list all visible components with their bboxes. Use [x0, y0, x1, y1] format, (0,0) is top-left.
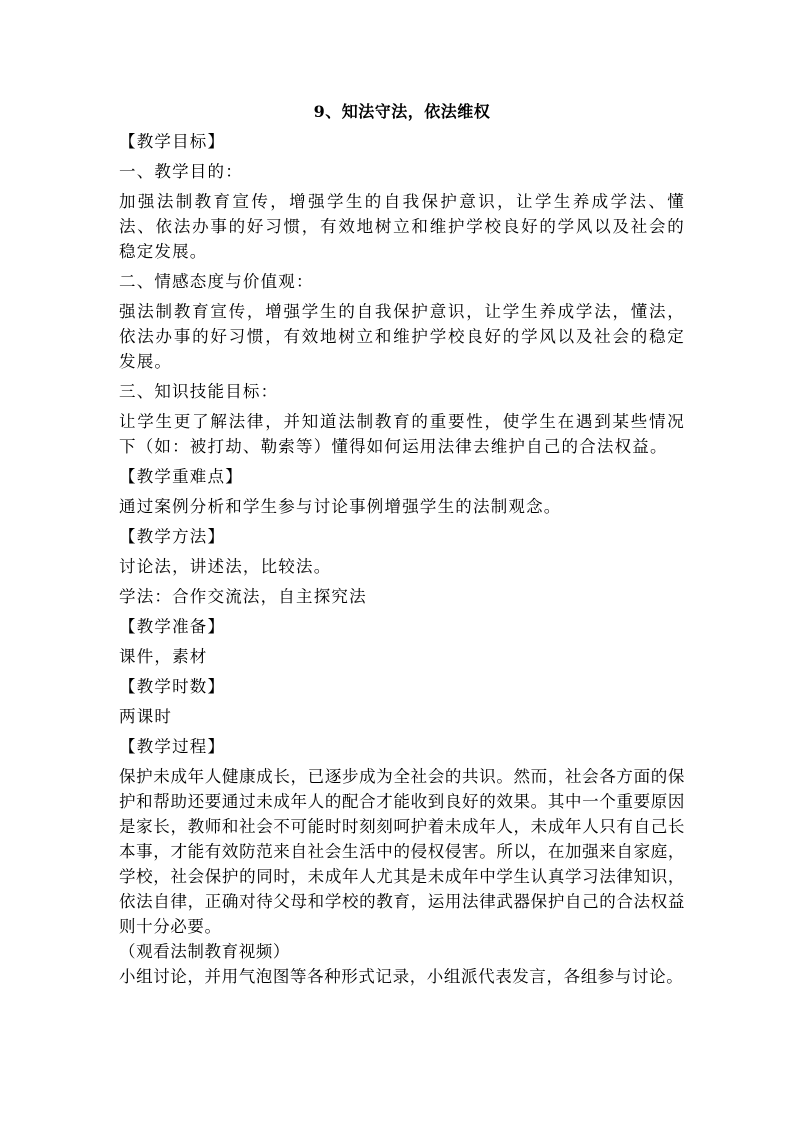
process-heading: 【教学过程】 [119, 737, 226, 756]
hours-text: 两课时 [119, 707, 173, 726]
preparation-heading: 【教学准备】 [119, 617, 226, 636]
hours-heading: 【教学时数】 [119, 677, 226, 696]
teaching-purpose-text: 加强法制教育宣传，增强学生的自我保护意识，让学生养成学法、懂法、依法办事的好习惯，有效地树立和维护学校良好的学风以及社会的稳定发展。 [119, 192, 685, 261]
document-body [119, 100, 685, 989]
process-text: 保护未成年人健康成长，已逐步成为全社会的共识。然而，社会各方面的保护和帮助还要通过未成年人的配合才能收到良好的效果。其中一个重要原因是家长，教师和社会不可能时时刻刻呵护着未成年人，未成年人只有自己长本事，才能有效防范来自社会生活中的侵权侵害。所以，在加强来自家庭，学校，社会保护的同时，未成年人尤其是未成年中学生认真学习法律知识，依法自律，正确对待父母和学校的教育，运用法律武器保护自己的合法权益则十分必要。 [119, 767, 685, 936]
discussion-text: 小组讨论，并用气泡图等各种形式记录，小组派代表发言，各组参与讨论。 [119, 967, 684, 986]
methods-text: 讨论法，讲述法，比较法。 [119, 557, 332, 576]
teaching-purpose-heading: 一、教学目的： [119, 162, 243, 181]
key-points-heading: 【教学重难点】 [119, 467, 243, 486]
document-title: 9、知法守法，依法维权 [313, 102, 491, 121]
objectives-heading: 【教学目标】 [119, 132, 226, 151]
methods-heading: 【教学方法】 [119, 527, 226, 546]
attitude-text: 强法制教育宣传，增强学生的自我保护意识，让学生养成学法，懂法，依法办事的好习惯，有效地树立和维护学校良好的学风以及社会的稳定发展。 [119, 302, 685, 371]
skills-text: 让学生更了解法律，并知道法制教育的重要性，使学生在遇到某些情况下（如：被打劫、勒索等）懂得如何运用法律去维护自己的合法权益。 [119, 412, 685, 456]
video-note: （观看法制教育视频） [119, 942, 290, 961]
key-points-text: 通过案例分析和学生参与讨论事例增强学生的法制观念。 [119, 497, 562, 516]
learning-methods-text: 学法：合作交流法，自主探究法 [119, 587, 367, 606]
preparation-text: 课件，素材 [119, 647, 208, 666]
skills-heading: 三、知识技能目标： [119, 382, 279, 401]
attitude-heading: 二、情感态度与价值观： [119, 272, 314, 291]
